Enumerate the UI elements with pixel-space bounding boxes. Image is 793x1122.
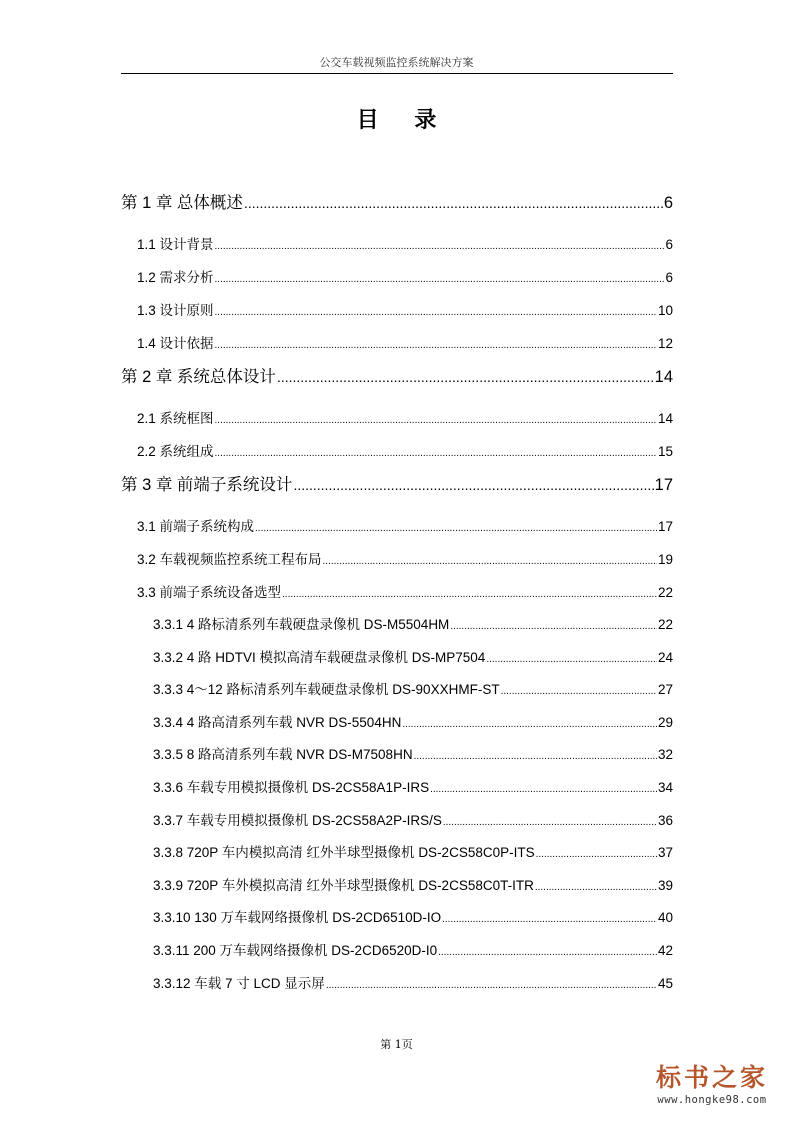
page-footer: 第 1页 [380, 1038, 413, 1051]
toc-entry-page-number: 14 [654, 368, 673, 386]
toc-entry-page-number: 42 [657, 942, 673, 958]
toc-entry-label: 3.3.5 8 路高清系列车载 NVR DS-M7508HN [153, 747, 413, 763]
toc-entry-level-3[interactable] [121, 805, 673, 838]
toc-entry-label: 3.3.3 4～12 路标清系列车载硬盘录像机 DS-90XXHMF-ST [153, 682, 500, 698]
toc-entry-level-3[interactable] [121, 935, 673, 968]
toc-dot-leader [277, 360, 654, 394]
toc-entry-page-number: 15 [657, 444, 673, 459]
toc-dot-leader [255, 512, 657, 545]
table-of-contents [121, 186, 673, 1000]
toc-entry-label: 3.3.10 130 万车载网络摄像机 DS-2CD6510D-IO [153, 910, 442, 926]
toc-dot-leader [450, 611, 657, 644]
toc-entry-label: 1.2 需求分析 [137, 270, 214, 285]
toc-dot-leader [293, 468, 653, 502]
toc-entry-label: 3.3.8 720P 车内模拟高清 红外半球型摄像机 DS-2CS58C0P-ITS [153, 845, 535, 861]
toc-entry-page-number: 40 [657, 910, 673, 926]
toc-entry-label: 3.3.4 4 路高清系列车载 NVR DS-5504HN [153, 714, 402, 730]
toc-dot-leader [323, 545, 657, 578]
toc-entry-page-number: 17 [657, 519, 673, 534]
toc-entry-level-2[interactable] [121, 327, 673, 360]
toc-entry-label: 3.3.9 720P 车外模拟高清 红外半球型摄像机 DS-2CS58C0T-ITR [153, 877, 534, 893]
page-header: 公交车载视频监控系统解决方案 [319, 56, 474, 69]
toc-dot-leader [443, 807, 657, 840]
toc-entry-level-3[interactable] [121, 609, 673, 642]
toc-entry-label: 3.3.11 200 万车载网络摄像机 DS-2CD6520D-I0 [153, 942, 438, 958]
toc-entry-level-3[interactable] [121, 968, 673, 1001]
toc-dot-leader [486, 644, 657, 677]
toc-entry-level-2[interactable] [121, 543, 673, 576]
toc-entry-page-number: 22 [657, 585, 673, 600]
toc-entry-page-number: 37 [657, 845, 673, 861]
toc-entry-page-number: 45 [657, 975, 673, 991]
toc-dot-leader [536, 839, 657, 872]
toc-dot-leader [535, 872, 657, 905]
toc-entry-level-3[interactable] [121, 772, 673, 805]
toc-dot-leader [438, 937, 657, 970]
toc-dot-leader [282, 578, 657, 611]
toc-entry-level-2[interactable] [121, 435, 673, 468]
toc-entry-label: 3.3.2 4 路 HDTVI 模拟高清车载硬盘录像机 DS-MP7504 [153, 649, 486, 665]
toc-dot-leader [326, 970, 657, 1003]
toc-entry-page-number: 36 [657, 812, 673, 828]
toc-entry-label: 第 2 章 系统总体设计 [121, 368, 276, 386]
toc-entry-label: 第 3 章 前端子系统设计 [121, 476, 293, 494]
toc-entry-level-1[interactable] [121, 186, 673, 220]
toc-dot-leader [414, 741, 657, 774]
toc-dot-leader [244, 186, 663, 220]
header-divider [121, 73, 673, 74]
toc-dot-leader [215, 404, 657, 437]
toc-entry-level-3[interactable] [121, 707, 673, 740]
toc-dot-leader [442, 904, 657, 937]
toc-entry-level-3[interactable] [121, 739, 673, 772]
toc-entry-label: 3.3.1 4 路标清系列车载硬盘录像机 DS-M5504HM [153, 617, 450, 632]
toc-entry-label: 3.2 车载视频监控系统工程布局 [137, 552, 322, 567]
toc-entry-page-number: 12 [657, 336, 673, 351]
toc-dot-leader [402, 709, 657, 742]
toc-entry-page-number: 6 [663, 194, 673, 212]
toc-title: 目 录 [356, 108, 451, 133]
toc-entry-page-number: 27 [657, 682, 673, 698]
toc-entry-level-2[interactable] [121, 576, 673, 609]
toc-dot-leader [501, 676, 657, 709]
toc-dot-leader [215, 437, 657, 470]
watermark-url: www.hongke98.com [657, 1094, 767, 1106]
toc-entry-level-3[interactable] [121, 642, 673, 675]
toc-entry-page-number: 22 [657, 617, 673, 632]
toc-entry-page-number: 14 [657, 411, 673, 426]
toc-entry-label: 3.3.7 车载专用模拟摄像机 DS-2CS58A2P-IRS/S [153, 812, 442, 828]
toc-entry-page-number: 39 [657, 877, 673, 893]
toc-entry-level-3[interactable] [121, 674, 673, 707]
toc-entry-page-number: 6 [665, 270, 673, 285]
toc-entry-level-1[interactable] [121, 468, 673, 502]
toc-entry-label: 3.3.6 车载专用模拟摄像机 DS-2CS58A1P-IRS [153, 779, 430, 795]
toc-entry-label: 3.3.12 车载 7 寸 LCD 显示屏 [153, 975, 325, 991]
toc-entry-page-number: 24 [657, 649, 673, 665]
toc-entry-page-number: 10 [657, 303, 673, 318]
toc-entry-level-1[interactable] [121, 360, 673, 394]
toc-entry-label: 1.4 设计依据 [137, 336, 214, 351]
toc-entry-level-3[interactable] [121, 902, 673, 935]
toc-entry-label: 3.3 前端子系统设备选型 [137, 585, 282, 600]
toc-entry-label: 3.1 前端子系统构成 [137, 519, 255, 534]
toc-entry-page-number: 34 [657, 779, 673, 795]
watermark-logo-text: 标书之家 [655, 1063, 768, 1092]
toc-dot-leader [430, 774, 657, 807]
toc-entry-level-2[interactable] [121, 261, 673, 294]
toc-entry-level-2[interactable] [121, 402, 673, 435]
toc-dot-leader [215, 296, 657, 329]
toc-entry-level-2[interactable] [121, 510, 673, 543]
toc-dot-leader [215, 263, 665, 296]
toc-entry-label: 2.2 系统组成 [137, 444, 214, 459]
site-watermark [636, 1063, 788, 1117]
toc-entry-level-3[interactable] [121, 870, 673, 903]
toc-entry-page-number: 19 [657, 552, 673, 567]
toc-entry-label: 2.1 系统框图 [137, 411, 214, 426]
toc-entry-level-2[interactable] [121, 294, 673, 327]
toc-entry-page-number: 17 [654, 476, 673, 494]
toc-entry-label: 1.1 设计背景 [137, 237, 214, 252]
toc-entry-level-2[interactable] [121, 228, 673, 261]
toc-dot-leader [215, 230, 665, 263]
toc-entry-label: 1.3 设计原则 [137, 303, 214, 318]
toc-dot-leader [215, 329, 657, 362]
toc-entry-page-number: 32 [657, 747, 673, 763]
toc-entry-page-number: 6 [665, 237, 673, 252]
toc-entry-label: 第 1 章 总体概述 [121, 194, 243, 212]
toc-entry-page-number: 29 [657, 714, 673, 730]
toc-entry-level-3[interactable] [121, 837, 673, 870]
